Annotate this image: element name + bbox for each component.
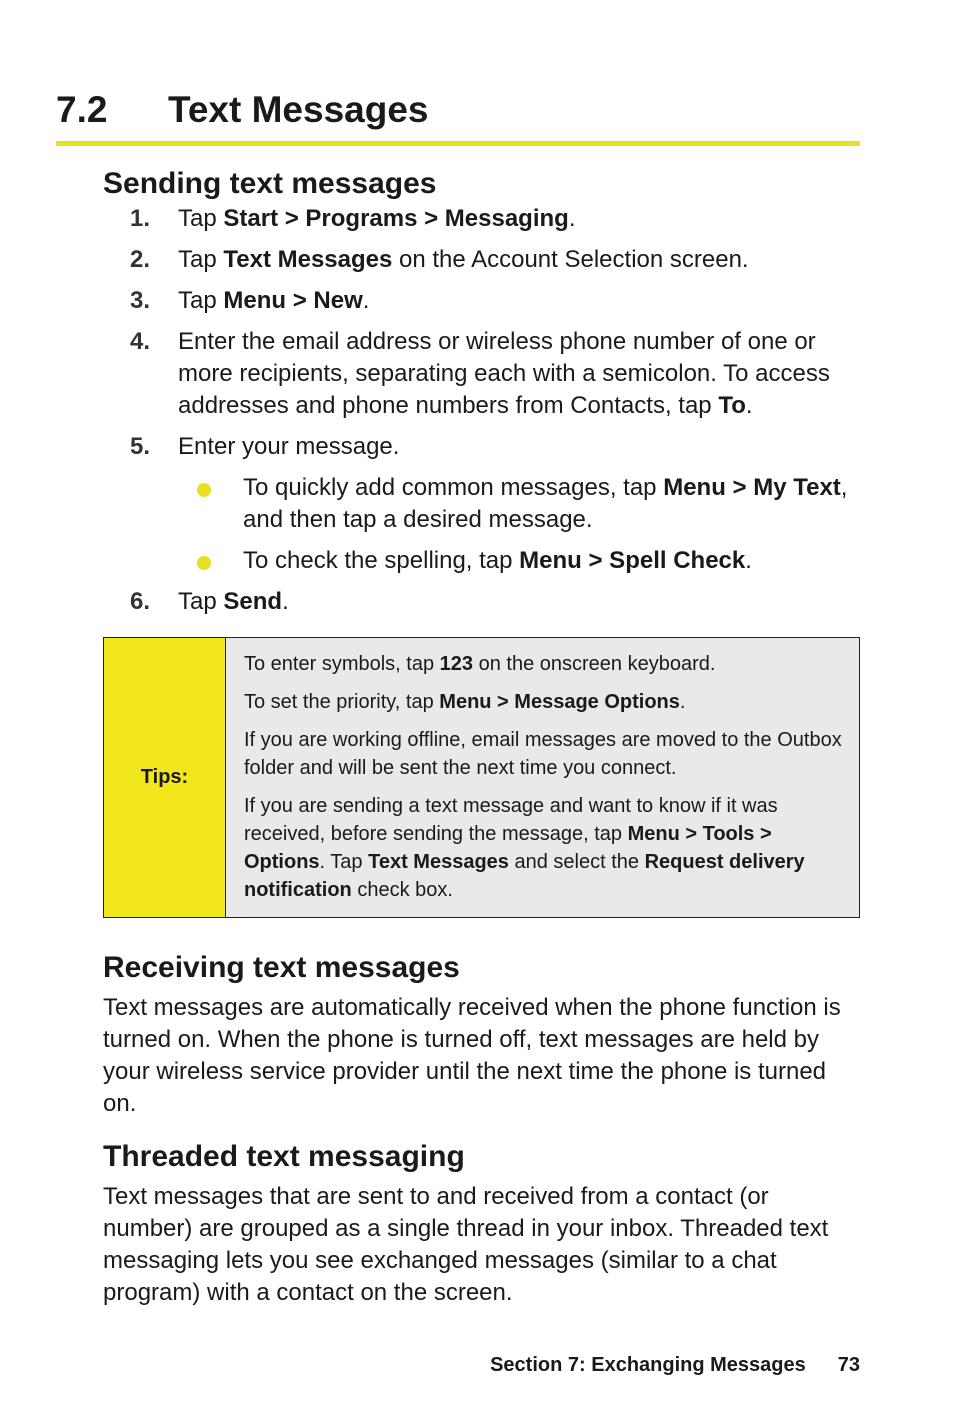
tip-command: Text Messages [368,851,509,873]
step-text-end: . [745,392,753,419]
step-text-end: . [282,588,289,615]
step-command: Start > Programs > Messaging [223,205,569,232]
sending-steps [130,203,870,627]
bullet-item [130,545,870,577]
tips-label: Tips: [104,638,226,917]
step-text: Tap [178,246,224,273]
step-text: Tap [178,205,224,232]
step-number: 4. [130,328,151,355]
bullet-text: To quickly add common messages, tap [243,474,664,501]
step-number: 2. [130,246,151,273]
bullet-command: Menu > Spell Check [519,547,746,574]
threaded-body: Text messages that are sent to and received from a contact (or number) are grouped as a single thread in your inbox. Threaded text messaging lets you see exchanged messages (similar to a chat program) with a contact on the screen. [103,1183,829,1306]
tip-text: . [679,691,686,713]
step-bullets [130,472,870,577]
tip-text: To set the priority, tap [244,691,440,713]
bullet-command: Menu > My Text [663,474,841,501]
step-text-end: . [362,287,370,314]
tip-text: If you are sending a text message and want to know if it was received, before sending the message, tap [244,795,778,845]
step-text-end: on the Account Selection screen. [392,246,749,273]
tip-command: Request delivery notification [244,851,805,901]
section-heading [56,84,860,136]
tip-text: check box. [351,879,453,901]
tip-command: Menu > Message Options [439,691,680,713]
step-item [130,244,870,276]
step-text: Enter the email address or wireless phone number of one or more recipients, separating each with a semicolon. To access addresses and phone numbers from Contacts, tap [178,328,830,419]
page-footer [490,1351,860,1379]
tips-body [226,638,859,917]
bullet-text-end: , and then tap a desired message. [243,474,848,533]
step-text-end: . [568,205,576,232]
step-command: Text Messages [223,246,393,273]
bullet-text-end: . [745,547,752,574]
footer-section: Section 7: Exchanging Messages [490,1354,806,1376]
tip-command: Menu > Tools > Options [244,823,772,873]
step-command: Menu > New [223,287,363,314]
bullet-dot-icon [197,483,211,497]
step-number: 5. [130,433,151,460]
section-title: Text Messages [168,89,429,130]
section-number: 7.2 [56,89,108,130]
step-text: Enter your message. [178,433,400,460]
receiving-body: Text messages are automatically received when the phone function is turned on. When the phone is turned off, text messages are held by your wireless service provider until the next time the phone is turned on. [103,994,841,1117]
tip-item [244,726,847,782]
tip-text: To enter symbols, tap [244,653,440,675]
receiving-heading: Receiving text messages [103,951,460,984]
bullet-dot-icon [197,556,211,570]
page-number: 73 [837,1354,860,1376]
bullet-item [130,472,870,536]
tip-text: . Tap [319,851,369,873]
tip-text: and select the [508,851,645,873]
threaded-heading: Threaded text messaging [103,1140,465,1173]
sending-heading: Sending text messages [103,167,437,200]
tip-text: on the onscreen keyboard. [473,653,716,675]
step-item [130,285,870,317]
tip-text: If you are working offline, email messages are moved to the Outbox folder and will be sent the next time you connect. [244,729,842,779]
step-item [130,431,870,577]
tip-command: 123 [439,653,474,675]
step-number: 3. [130,287,151,314]
step-command: Send [223,588,283,615]
heading-rule [56,141,860,146]
step-item [130,203,870,235]
tip-item [244,792,847,904]
tips-box [103,637,860,918]
tip-item [244,650,847,678]
step-item [130,326,870,422]
step-text: Tap [178,588,224,615]
step-command: To [718,392,746,419]
bullet-text: To check the spelling, tap [243,547,520,574]
step-text: Tap [178,287,224,314]
step-number: 6. [130,588,151,615]
tip-item [244,688,847,716]
step-item [130,586,870,618]
step-number: 1. [130,205,151,232]
